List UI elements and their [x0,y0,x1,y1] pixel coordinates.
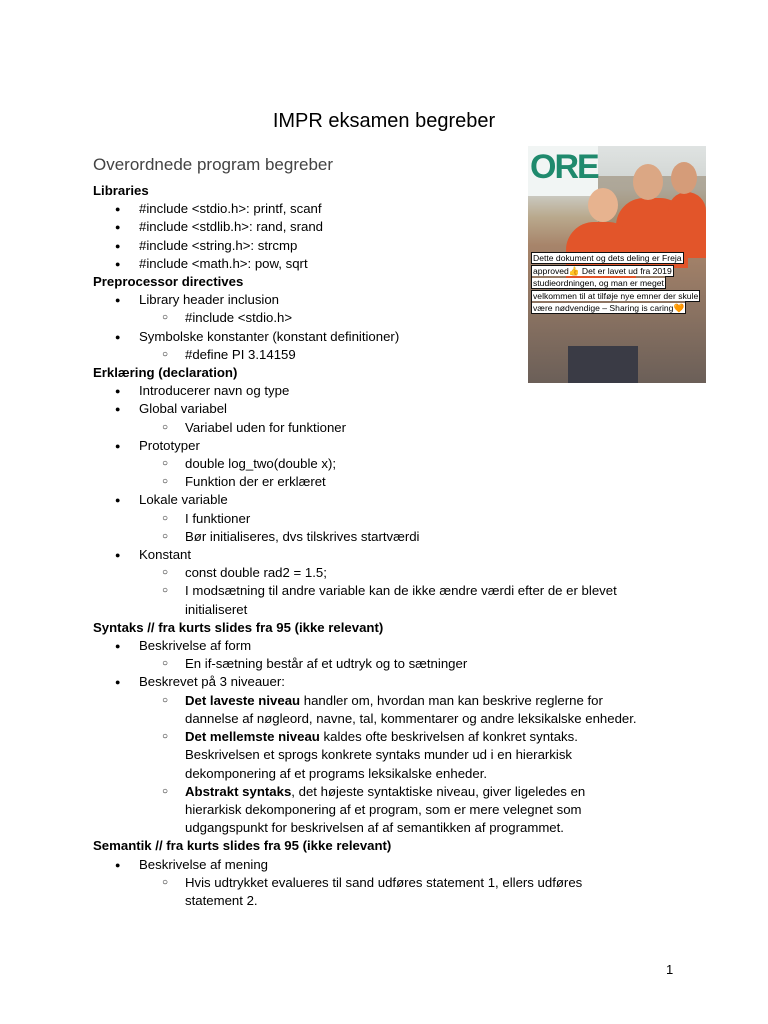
bullet-item [93,856,683,874]
line-text: double log_two(double x); [185,456,337,472]
sub-bullet-item [93,582,683,600]
line-text: Library header inclusion [139,292,280,308]
bullet-item [93,218,683,236]
line-text: Lokale variable [139,492,228,508]
line-text: Global variabel [139,401,227,417]
line-text: udgangspunkt for beskrivelsen af af semantikken af programmet. [185,820,564,836]
line-text: Preprocessor directives [93,274,244,290]
line-text: Hvis udtrykket evalueres til sand udføres statement 1, ellers udføres [185,874,583,890]
line-text: Symbolske konstanter (konstant definitioner) [139,328,400,344]
bullet-item [93,491,683,509]
bold-term: Det mellemste niveau [185,729,320,745]
topic-heading [93,273,683,291]
line-text: #include <stdio.h> [185,310,293,326]
topic-heading [93,364,683,382]
bullet-item [93,237,683,255]
sub-bullet-item [93,419,683,437]
continuation-line [93,710,683,728]
line-text: Syntaks // fra kurts slides fra 95 (ikke relevant) [93,619,384,635]
bullet-item [93,200,683,218]
line-text: Konstant [139,547,192,563]
photo-caption: Dette dokument og dets deling er Freja approved👍 Det er lavet ud fra 2019 studieordningen, og man er meget velkommen til at tilføje nye emner der skule være nødvendige – Sharing is caring🧡 [533,253,699,314]
continuation-line [93,892,683,910]
line-text: initialiseret [185,601,248,617]
bullet-item [93,291,683,309]
line-text: Funktion der er erklæret [185,474,326,490]
line-text: dannelse af nøgleord, navne, tal, kommentarer og andre leksikalske enheder. [185,710,637,726]
line-text: #include <stdlib.h>: rand, srand [139,219,324,235]
line-text: En if-sætning består af et udtryk og to sætninger [185,656,468,672]
line-text: I funktioner [185,510,251,526]
bullet-item [93,637,683,655]
line-text: Introducerer navn og type [139,383,290,399]
line-text: #include <stdio.h>: printf, scanf [139,201,322,217]
line-text: statement 2. [185,892,258,908]
line-text: #define PI 3.14159 [185,346,296,362]
sub-bullet-item [93,783,683,801]
bullet-item [93,382,683,400]
line-text: Beskrevet på 3 niveauer: [139,674,285,690]
topic-heading [93,182,683,200]
line-text: Erklæring (declaration) [93,365,238,381]
continuation-line [93,746,683,764]
line-text: Libraries [93,183,149,198]
line-text: Semantik // fra kurts slides fra 95 (ikke relevant) [93,838,392,854]
line-text: Prototyper [139,437,200,453]
bullet-item [93,546,683,564]
section-heading: Overordnede program begreber [93,155,334,174]
sub-bullet-item [93,564,683,582]
document-body [93,182,683,910]
bullet-item [93,437,683,455]
bullet-item [93,673,683,691]
line-text: #include <math.h>: pow, sqrt [139,255,308,271]
bullet-item [93,328,683,346]
line-text: Beskrivelse af form [139,638,252,654]
bold-term: Abstrakt syntaks [185,783,292,799]
sub-bullet-item [93,692,683,710]
line-text: Variabel uden for funktioner [185,419,347,435]
sub-bullet-item [93,346,683,364]
page-number: 1 [666,962,674,977]
bullet-item [93,255,683,273]
line-text: Bør initialiseres, dvs tilskrives startværdi [185,528,420,544]
topic-heading [93,619,683,637]
sub-bullet-item [93,728,683,746]
continuation-line [93,601,683,619]
continuation-line [93,765,683,783]
line-text: handler om, hvordan man kan beskrive reglerne for [300,692,603,708]
sub-bullet-item [93,473,683,491]
line-text: kaldes ofte beskrivelsen af konkret syntaks. [319,729,578,745]
line-text: #include <string.h>: strcmp [139,237,298,253]
sub-bullet-item [93,874,683,892]
continuation-line [93,819,683,837]
page-title: IMPR eksamen begreber [272,110,496,132]
sub-bullet-item [93,309,683,327]
line-text: I modsætning til andre variable kan de ikke ændre værdi efter de er blevet [185,583,617,599]
sub-bullet-item [93,528,683,546]
photo-banner-text: ORE [530,148,598,186]
line-text: , det højeste syntaktiske niveau, giver ligeledes en [291,783,586,799]
sub-bullet-item [93,455,683,473]
line-text: Beskrivelsen et sprogs konkrete syntaks munder ud i en hierarkisk [185,747,573,763]
line-text: hierarkisk dekomponering af et program, som er mere velegnet som [185,801,582,817]
sub-bullet-item [93,655,683,673]
topic-heading [93,837,683,855]
line-text: Beskrivelse af mening [139,856,269,872]
line-text: const double rad2 = 1.5; [185,565,327,581]
bullet-item [93,400,683,418]
bold-term: Det laveste niveau [185,692,301,708]
sub-bullet-item [93,510,683,528]
line-text: dekomponering af et programs leksikalske enheder. [185,765,488,781]
continuation-line [93,801,683,819]
